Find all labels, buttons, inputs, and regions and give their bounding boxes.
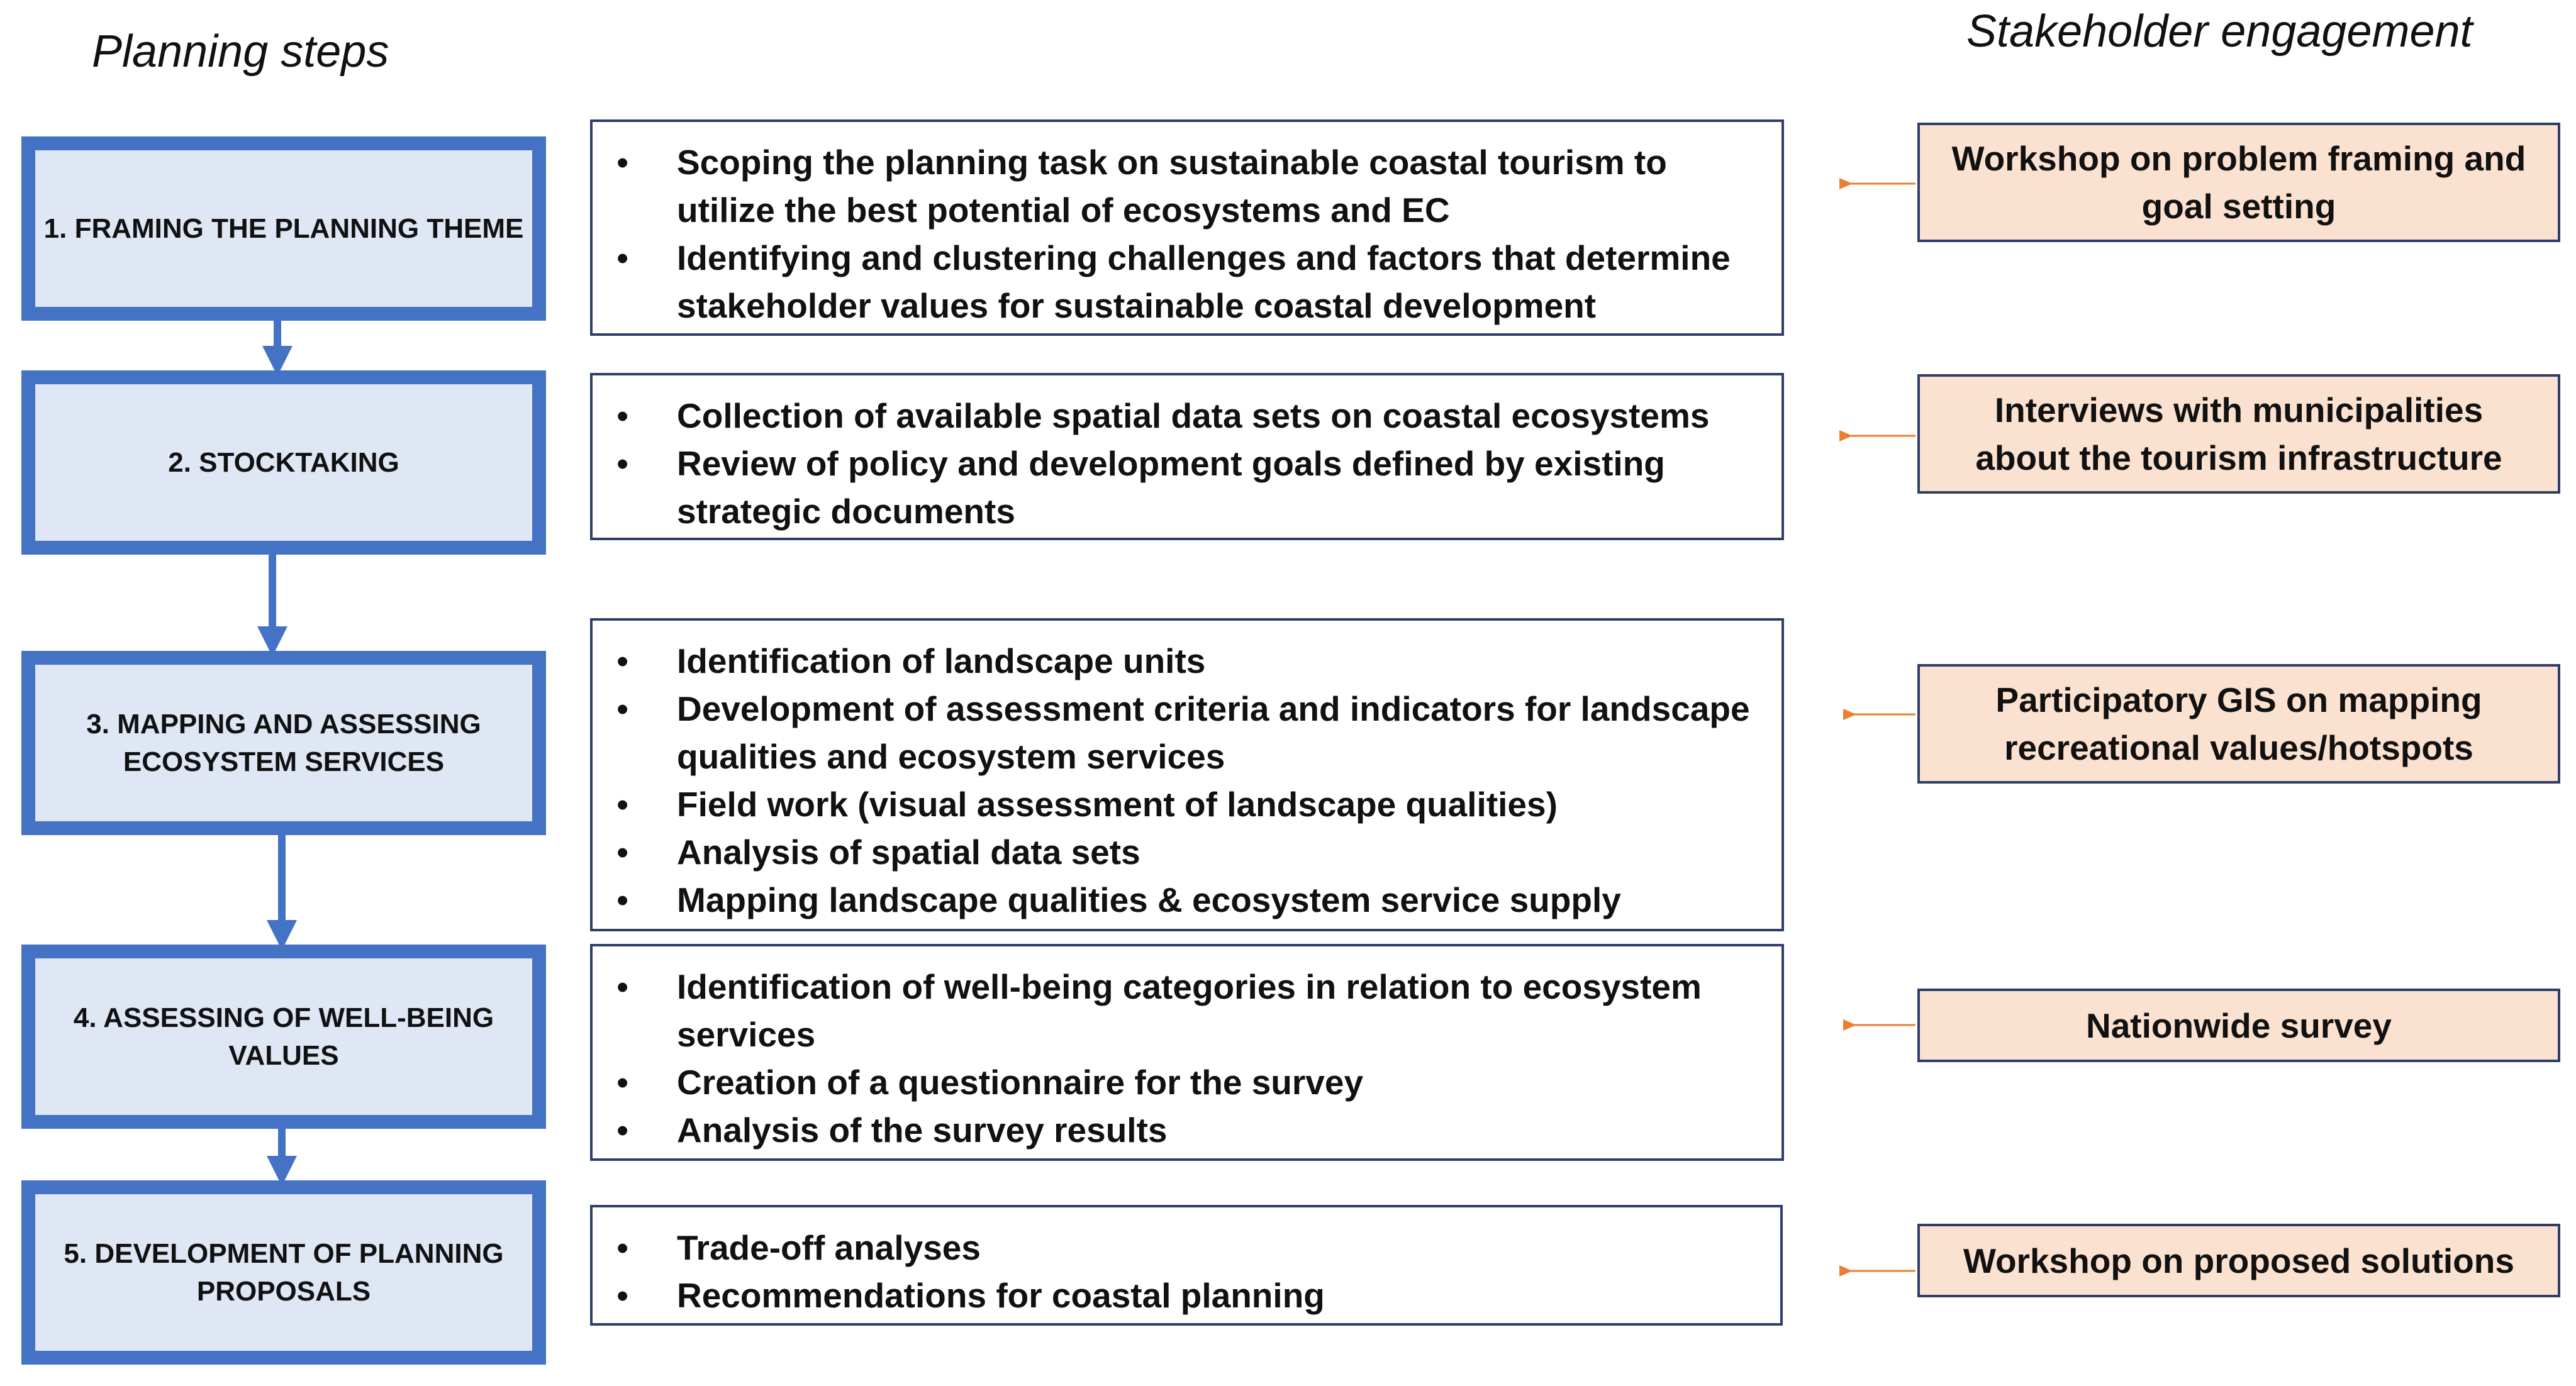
step-3-bullet-5: • Mapping landscape qualities & ecosystem service supply [614, 876, 1756, 924]
step-4-bullet-2: • Creation of a questionnaire for the survey [614, 1058, 1756, 1106]
step-2-bullet-1: • Collection of available spatial data sets on coastal ecosystems [614, 392, 1756, 440]
step-1-bullet-1: • Scoping the planning task on sustainable coastal tourism to utilize the best potential of ecosystems and EC [614, 138, 1756, 234]
step-4-details [590, 944, 1784, 1161]
step-2-bullet-2: • Review of policy and development goals defined by existing strategic documents [614, 440, 1756, 535]
step-1-bullet-2: • Identifying and clustering challenges and factors that determine stakeholder values for sustainable coastal development [614, 234, 1756, 330]
step-2-box [21, 370, 546, 555]
engagement-2-box [1917, 374, 2560, 494]
engagement-3-label: Participatory GIS on mapping recreational values/hotspots [1995, 680, 2482, 767]
planning-steps-title: Planning steps [92, 26, 389, 77]
step-2-details [590, 373, 1784, 540]
step-3-bullet-4: • Analysis of spatial data sets [614, 828, 1756, 876]
step-3-bullet-1: • Identification of landscape units [614, 637, 1756, 685]
step-1-label: 1. FRAMING THE PLANNING THEME [43, 213, 524, 244]
step-3-label: 3. MAPPING AND ASSESSING ECOSYSTEM SERVICES [86, 708, 481, 777]
step-3-bullet-2: • Development of assessment criteria and indicators for landscape qualities and ecosystem services [614, 685, 1756, 780]
engagement-1-label: Workshop on problem framing and goal setting [1951, 139, 2526, 226]
step-1-details [590, 119, 1784, 336]
step-3-details [590, 618, 1784, 931]
engagement-2-label: Interviews with municipalities about the tourism infrastructure [1975, 391, 2502, 477]
engagement-5-label: Workshop on proposed solutions [1963, 1241, 2514, 1280]
step-5-label: 5. DEVELOPMENT OF PLANNING PROPOSALS [64, 1238, 504, 1307]
engagement-3-box [1917, 664, 2560, 784]
step-5-bullet-1: • Trade-off analyses [614, 1224, 1755, 1272]
step-1-box [21, 136, 546, 321]
step-4-bullet-3: • Analysis of the survey results [614, 1106, 1756, 1154]
engagement-1-box [1917, 123, 2560, 242]
engagement-5-box [1917, 1224, 2560, 1297]
step-2-label: 2. STOCKTAKING [168, 446, 399, 478]
stakeholder-engagement-title: Stakeholder engagement [1966, 6, 2473, 57]
step-3-box [21, 651, 546, 835]
engagement-4-label: Nationwide survey [2086, 1006, 2392, 1045]
step-3-bullet-3: • Field work (visual assessment of landscape qualities) [614, 780, 1756, 828]
engagement-4-box [1917, 989, 2560, 1062]
step-5-details [590, 1205, 1783, 1326]
step-4-label: 4. ASSESSING OF WELL-BEING VALUES [73, 1002, 494, 1071]
step-4-box [21, 945, 546, 1129]
step-5-bullet-2: • Recommendations for coastal planning [614, 1272, 1755, 1319]
step-5-box [21, 1180, 546, 1365]
step-4-bullet-1: • Identification of well-being categories in relation to ecosystem services [614, 963, 1756, 1058]
